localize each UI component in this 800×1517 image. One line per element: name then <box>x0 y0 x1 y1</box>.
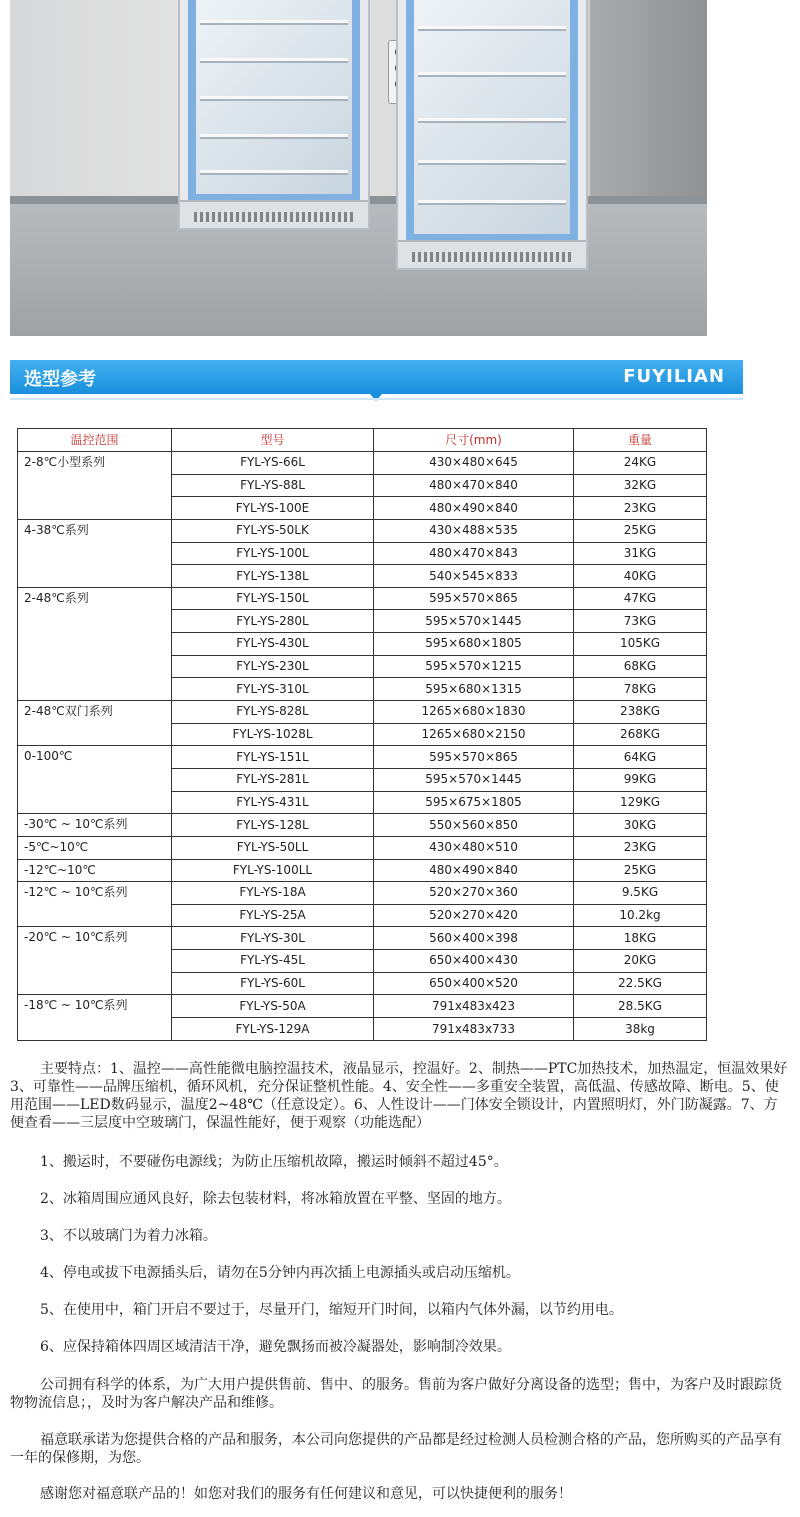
table-row <box>18 995 707 1018</box>
model-cell: FYL-YS-280L <box>172 610 374 633</box>
temp-range-cell: -12℃ ~ 10℃系列 <box>18 882 172 927</box>
size-cell: 430×480×510 <box>374 836 574 859</box>
header-size: 尺寸(mm) <box>374 429 574 452</box>
table-row <box>18 882 707 905</box>
table-row <box>18 587 707 610</box>
weight-cell: 10.2kg <box>574 904 707 927</box>
note-5: 5、在使用中，箱门开启不要过于，尽量开门，缩短开门时间，以箱内气体外漏，以节约用电。 <box>40 1302 623 1318</box>
weight-cell: 105KG <box>574 633 707 656</box>
model-cell: FYL-YS-1028L <box>172 723 374 746</box>
weight-cell: 30KG <box>574 814 707 837</box>
size-cell: 595×570×865 <box>374 587 574 610</box>
note-4: 4、停电或拔下电源插头后，请勿在5分钟内再次插上电源插头或启动压缩机。 <box>40 1265 520 1281</box>
size-cell: 520×270×420 <box>374 904 574 927</box>
model-cell: FYL-YS-431L <box>172 791 374 814</box>
temp-range-cell: 2-8℃小型系列 <box>18 452 172 520</box>
weight-cell: 9.5KG <box>574 882 707 905</box>
table-row <box>18 452 707 475</box>
size-cell: 480×470×840 <box>374 474 574 497</box>
table-row <box>18 746 707 769</box>
size-cell: 595×570×1215 <box>374 655 574 678</box>
weight-cell: 20KG <box>574 950 707 973</box>
model-cell: FYL-YS-430L <box>172 633 374 656</box>
table-row <box>18 701 707 724</box>
temp-range-cell: 2-48℃系列 <box>18 587 172 700</box>
product-photo <box>10 0 707 336</box>
thanks-paragraph: 感谢您对福意联产品的！如您对我们的服务有任何建议和意见，可以快捷便利的服务！ <box>40 1486 572 1502</box>
weight-cell: 31KG <box>574 542 707 565</box>
size-cell: 1265×680×1830 <box>374 701 574 724</box>
size-cell: 595×675×1805 <box>374 791 574 814</box>
model-cell: FYL-YS-129A <box>172 1018 374 1041</box>
model-cell: FYL-YS-18A <box>172 882 374 905</box>
spec-table <box>17 428 707 1041</box>
temp-range-cell: 0-100℃ <box>18 746 172 814</box>
header-range: 温控范围 <box>18 429 172 452</box>
temp-range-cell: -5℃~10℃ <box>18 836 172 859</box>
table-row <box>18 519 707 542</box>
size-cell: 791x483x423 <box>374 995 574 1018</box>
weight-cell: 32KG <box>574 474 707 497</box>
model-cell: FYL-YS-230L <box>172 655 374 678</box>
service-paragraph: 公司拥有科学的体系，为广大用户提供售前、售中、的服务。售前为客户做好分离设备的选型；售中，为客户及时跟踪货物物流信息；，及时为客户解决产品和维修。 <box>10 1377 782 1411</box>
table-row <box>18 814 707 837</box>
header-weight: 重量 <box>574 429 707 452</box>
weight-cell: 73KG <box>574 610 707 633</box>
fridge-right <box>396 0 588 270</box>
model-cell: FYL-YS-88L <box>172 474 374 497</box>
weight-cell: 25KG <box>574 519 707 542</box>
banner-brand: FUYILIAN <box>623 366 725 387</box>
weight-cell: 64KG <box>574 746 707 769</box>
note-3: 3、不以玻璃门为着力冰箱。 <box>40 1228 217 1244</box>
temp-range-cell: -12℃~10℃ <box>18 859 172 882</box>
size-cell: 595×570×865 <box>374 746 574 769</box>
fridge-right-door <box>406 0 578 242</box>
section-banner <box>10 360 743 394</box>
weight-cell: 238KG <box>574 701 707 724</box>
model-cell: FYL-YS-100E <box>172 497 374 520</box>
model-cell: FYL-YS-128L <box>172 814 374 837</box>
table-row <box>18 927 707 950</box>
note-1: 1、搬运时，不要碰伤电源线；为防止压缩机故障，搬运时倾斜不超过45°。 <box>40 1154 508 1170</box>
size-cell: 430×488×535 <box>374 519 574 542</box>
weight-cell: 40KG <box>574 565 707 588</box>
weight-cell: 268KG <box>574 723 707 746</box>
weight-cell: 38kg <box>574 1018 707 1041</box>
weight-cell: 47KG <box>574 587 707 610</box>
banner-title: 选型参考 <box>24 369 96 390</box>
size-cell: 480×490×840 <box>374 859 574 882</box>
table-header-row <box>18 429 707 452</box>
note-6: 6、应保持箱体四周区域清洁干净，避免飘扬而被冷凝器处，影响制冷效果。 <box>40 1339 511 1355</box>
size-cell: 595×570×1445 <box>374 610 574 633</box>
size-cell: 520×270×360 <box>374 882 574 905</box>
temp-range-cell: 2-48℃双门系列 <box>18 701 172 746</box>
model-cell: FYL-YS-50LL <box>172 836 374 859</box>
model-cell: FYL-YS-45L <box>172 950 374 973</box>
model-cell: FYL-YS-100L <box>172 542 374 565</box>
temp-range-cell: -20℃ ~ 10℃系列 <box>18 927 172 995</box>
weight-cell: 68KG <box>574 655 707 678</box>
size-cell: 560×400×398 <box>374 927 574 950</box>
model-cell: FYL-YS-310L <box>172 678 374 701</box>
table-body <box>18 452 707 1041</box>
model-cell: FYL-YS-66L <box>172 452 374 475</box>
temp-range-cell: -30℃ ~ 10℃系列 <box>18 814 172 837</box>
model-cell: FYL-YS-151L <box>172 746 374 769</box>
weight-cell: 129KG <box>574 791 707 814</box>
weight-cell: 24KG <box>574 452 707 475</box>
model-cell: FYL-YS-50A <box>172 995 374 1018</box>
weight-cell: 99KG <box>574 768 707 791</box>
model-cell: FYL-YS-828L <box>172 701 374 724</box>
size-cell: 650×400×430 <box>374 950 574 973</box>
features-text: 主要特点：1、温控——高性能微电脑控温技术，液晶显示，控温好。2、制热——PTC加热技术，加热温定，恒温效果好3、可靠性——品牌压缩机，循环风机，充分保证整机性能。4、安全性——多重安全装置，高低温、传感故障、断电。5、使用范围——LED数码显示，温度2~48℃（任意设定）。6、人性设计——门体安全锁设计，内置照明灯，外门防凝露。7、方便查看——三层度中空玻璃门，保温性能好，便于观察（功能选配） <box>10 1061 788 1131</box>
model-cell: FYL-YS-60L <box>172 972 374 995</box>
promise-paragraph: 福意联承诺为您提供合格的产品和服务，本公司向您提供的产品都是经过检测人员检测合格的产品，您所购买的产品享有一年的保修期，为您。 <box>10 1432 782 1466</box>
model-cell: FYL-YS-100LL <box>172 859 374 882</box>
weight-cell: 23KG <box>574 497 707 520</box>
weight-cell: 25KG <box>574 859 707 882</box>
size-cell: 791x483x733 <box>374 1018 574 1041</box>
banner-underline <box>10 398 743 400</box>
table-row <box>18 859 707 882</box>
header-model: 型号 <box>172 429 374 452</box>
weight-cell: 28.5KG <box>574 995 707 1018</box>
temp-range-cell: 4-38℃系列 <box>18 519 172 587</box>
size-cell: 540×545×833 <box>374 565 574 588</box>
weight-cell: 78KG <box>574 678 707 701</box>
model-cell: FYL-YS-50LK <box>172 519 374 542</box>
weight-cell: 22.5KG <box>574 972 707 995</box>
model-cell: FYL-YS-138L <box>172 565 374 588</box>
size-cell: 480×470×843 <box>374 542 574 565</box>
fridge-left <box>178 0 370 230</box>
model-cell: FYL-YS-150L <box>172 587 374 610</box>
temp-range-cell: -18℃ ~ 10℃系列 <box>18 995 172 1041</box>
weight-cell: 18KG <box>574 927 707 950</box>
note-2: 2、冰箱周围应通风良好，除去包装材料，将冰箱放置在平整、坚固的地方。 <box>40 1191 511 1207</box>
size-cell: 595×570×1445 <box>374 768 574 791</box>
size-cell: 595×680×1315 <box>374 678 574 701</box>
size-cell: 480×490×840 <box>374 497 574 520</box>
size-cell: 650×400×520 <box>374 972 574 995</box>
size-cell: 550×560×850 <box>374 814 574 837</box>
size-cell: 1265×680×2150 <box>374 723 574 746</box>
model-cell: FYL-YS-281L <box>172 768 374 791</box>
table-row <box>18 836 707 859</box>
model-cell: FYL-YS-30L <box>172 927 374 950</box>
fridge-left-door <box>188 0 360 202</box>
size-cell: 595×680×1805 <box>374 633 574 656</box>
size-cell: 430×480×645 <box>374 452 574 475</box>
model-cell: FYL-YS-25A <box>172 904 374 927</box>
weight-cell: 23KG <box>574 836 707 859</box>
